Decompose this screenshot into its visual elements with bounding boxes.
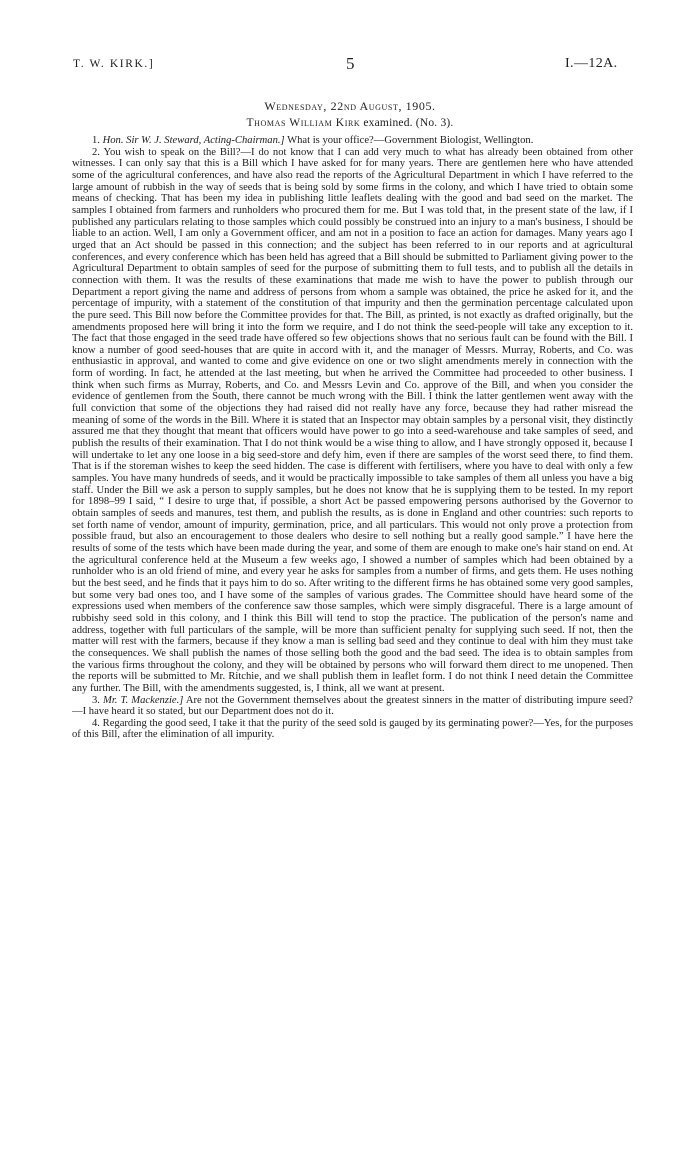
question-text: Are not the Government themselves about the greatest sinners in the matter of distributing impure seed?—I have heard it so stated, but our Department does not do it.: [72, 694, 633, 718]
questioner: Mr. T. Mackenzie.]: [103, 694, 184, 706]
question-number: 1.: [92, 135, 100, 146]
evidence-body: [72, 135, 633, 741]
witness-examined-note: examined. (No. 3).: [363, 117, 454, 129]
question-text: What is your office?—Government Biologist, Wellington.: [287, 135, 534, 146]
questioner: Hon. Sir W. J. Steward, Acting-Chairman.]: [102, 135, 285, 146]
question-number: 2.: [92, 146, 100, 158]
question-paragraph-2: [72, 147, 633, 695]
session-date: Wednesday, 22nd August, 1905.: [264, 99, 436, 113]
question-number: 4.: [92, 717, 100, 729]
witness-heading: [0, 117, 700, 129]
running-header-witness: T. W. KIRK.]: [73, 58, 155, 70]
page-number: 5: [346, 54, 355, 73]
question-number: 3.: [92, 694, 100, 706]
question-paragraph-4: [72, 718, 633, 741]
paper-reference: I.—12A.: [565, 56, 618, 71]
question-paragraph-1: [72, 135, 633, 147]
question-text: Regarding the good seed, I take it that the purity of the seed sold is gauged by its germinating power?—Yes, for the purposes of this Bill, after the elimination of all impurity.: [72, 717, 633, 741]
question-paragraph-3: [72, 695, 633, 718]
question-text: You wish to speak on the Bill?—I do not know that I can add very much to what has already been obtained from other witnesses. I can only say that this is a Bill which I have asked for for many years. There are gentlemen here who have attended some of the agricultural conferences, and have also read the reports of the Agricultural Department in which I have referred to the large amount of rubbish in the way of seeds that is being sold by some firms in the colony, and which I have tried to obtain some means of checking. That has been my idea in publishing little leaflets dealing with the good and bad seed on the market. The samples I obtained from farmers and runholders who procured them for me. But I was told that, in the present state of the law, if I published any particulars relating to those samples which could possibly be construed into an injury to a man's business, I should be liable to an action. Well, I am only a Government officer, and am not in a position to face an action for damages. Many years ago I urged that an Act should be passed in this connection; and the subject has been referred to in our reports and at agricultural conferences, and every conference which has been held has agreed that a Bill should be submitted to Parliament giving power to the Agricultural Department to obtain samples of seed for the purpose of submitting them to full tests, and to publish all the details in connection with them. It was the results of these examinations that made me wish to have the power to publish through our Department a report giving the name and address of persons from whom a sample was obtained, the price he asked for it, and the percentage of impurity, with a statement of the constitution of that impurity and then the germination percentage calculated upon the pure seed. This Bill now before the Committee provides for that. The Bill, as printed, is not exactly as drafted originally, but the amendments proposed here will bring it into the form we require, and I do not think the seed-people will take any exception to it. The fact that those engaged in the seed trade have offered so few objections shows that no serious fault can be found with the Bill. I know a number of good seed-houses that are quite in accord with it, and the manager of Messrs. Murray, Roberts, and Co. was enthusiastic in approval, and wanted to come and give evidence on one or two slight amendments merely in connection with the form of wording. In fact, he attended at the last meeting, but when he arrived the Committee had proceeded to other business. I think when such firms as Murray, Roberts, and Co. and Messrs Levin and Co. approve of the Bill, and when you consider the evidence of gentlemen from the South, there cannot be much wrong with the Bill. I think the latter gentlemen went away with the full conviction that some of the objections they had raised did not really have any force, because they had rather misread the meaning of some of the words in the Bill. Where it is stated that an Inspector may obtain samples by a personal visit, they distinctly assured me that they thought that meant that officers would have power to go into a seed-warehouse and take samples of seed, and publish the results of their examination. That I do not think would be a wise thing to allow, and I have strongly opposed it, because I will undertake to let any one loose in a big seed-store and defy him, even if there are samples of the worst seed there, to find them. That is if the storeman wishes to keep the seed hidden. The case is different with fertilisers, where you have to deal with only a few samples. You have many hundreds of seeds, and it would be practically impossible to take samples of them all unless you have a big staff. Under the Bill we ask a person to supply samples, but he does not know that he is supplying them to be tested. In my report for 1898–99 I said, “ I desire to urge that, if possible, a short Act be passed empowering persons authorised by the Governor to obtain samples of seeds and manures, test them, and publish the results, as is done in England and other countries: such reports to set forth name of vendor, amount of impurity, germination, price, and all particulars. This would not only prove a protection from possible fraud, but also an encouragement to those dealers who desire to sell nothing but a really good sample.” I have here the results of some of the tests which have been made during the year, and some of them are enough to make one's hair stand on end. At the agricultural conference held at the Museum a few weeks ago, I showed a number of samples which had been obtained by a runholder who is an old friend of mine, and every year he asks for samples from a number of firms, and gets them. He uses nothing but the best seed, and he finds that it pays him to do so. After writing to the different firms he has obtained some very good samples, but some very bad ones too, and I have some of the samples of various grades. The Committee should have heard some of the expressions used when members of the conference saw those samples, which were simply disgraceful. There is a large amount of rubbishy seed sold in this colony, and I think this Bill will tend to stop the practice. The publication of the person's name and address, together with full particulars of the sample, will be more than sufficient penalty for supplying such seed. If not, then the matter will rest with the farmers, because if they know a man is selling bad seed and they continue to deal with him they must take the consequences. We shall publish the names of those selling both the good and the bad seed. The idea is to obtain samples from the various firms throughout the colony, and they will be obtained by persons who will forward them direct to me unopened. Then the reports will be submitted to Mr. Ritchie, and we shall publish them in leaflet form. I do not think I need detain the Committee any further. The Bill, with the amendments suggested, is, I think, all we want at present.: [72, 146, 633, 694]
witness-name: Thomas William Kirk: [246, 117, 361, 129]
